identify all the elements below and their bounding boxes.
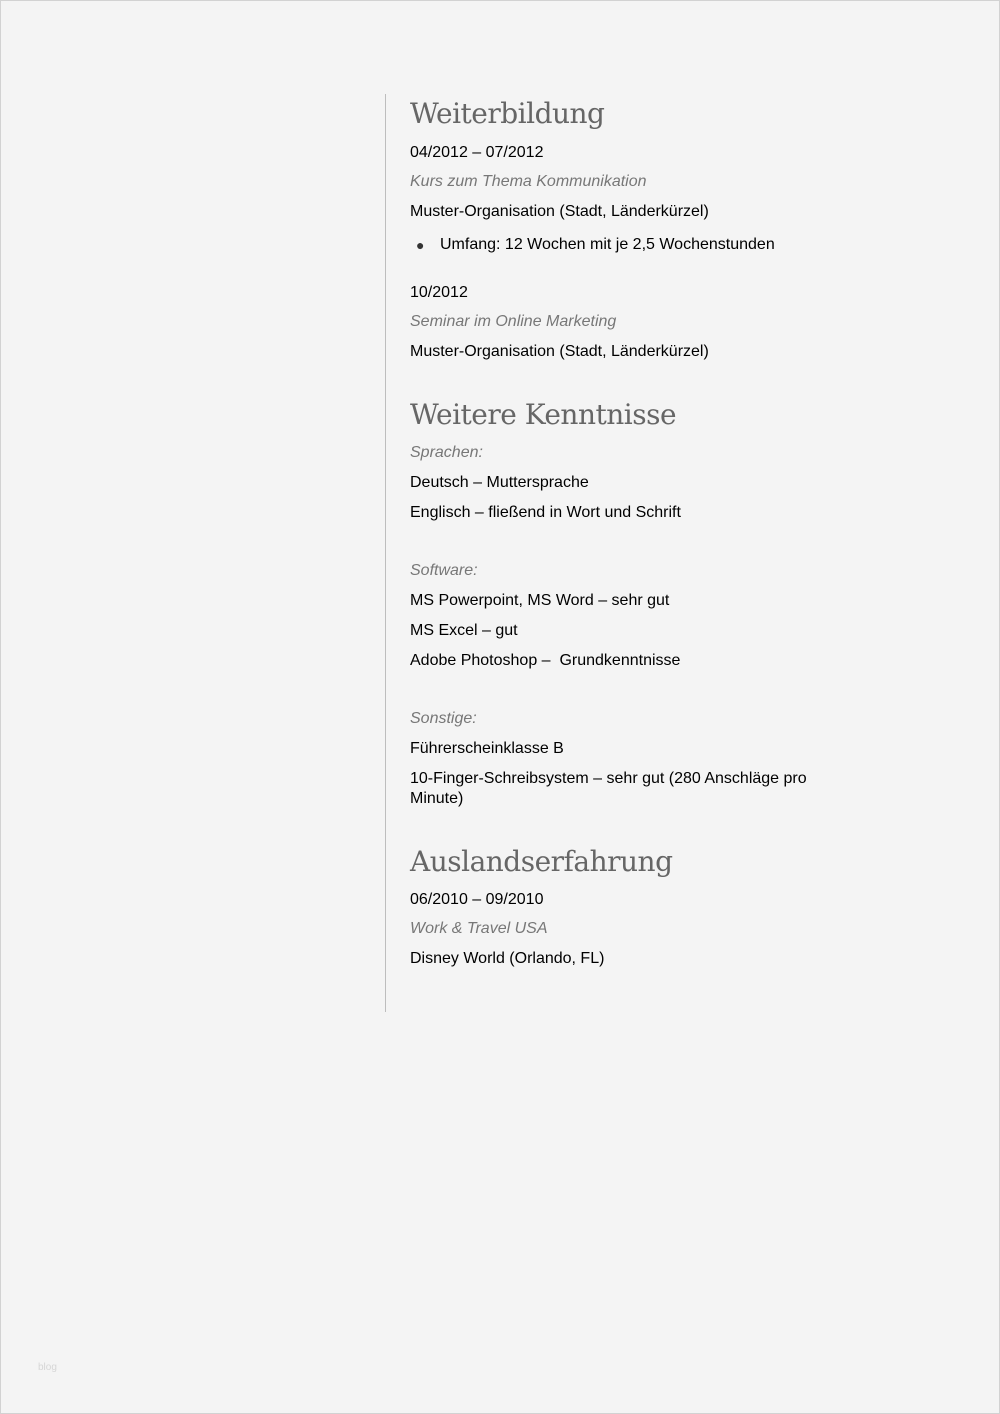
list-item: MS Powerpoint, MS Word – sehr gut [410,592,670,609]
list-item: MS Excel – gut [410,622,518,639]
section-title-auslandserfahrung: Auslandserfahrung [410,845,673,878]
list-item: Führerscheinklasse B [410,740,564,757]
list-item [410,235,850,255]
subsection-label-sonstige: Sonstige: [410,710,477,727]
entry-date: 06/2010 – 09/2010 [410,891,544,908]
entry-date: 10/2012 [410,284,468,301]
cv-content [410,94,850,969]
entry-org: Muster-Organisation (Stadt, Länderkürzel) [410,343,709,360]
entry-org: Muster-Organisation (Stadt, Länderkürzel) [410,203,709,220]
bullet-icon: ● [416,237,425,253]
list-item: Deutsch – Muttersprache [410,474,589,491]
list-item: Adobe Photoshop – Grundkenntnisse [410,652,681,669]
section-title-weitere-kenntnisse: Weitere Kenntnisse [410,398,677,431]
list-item: 10-Finger-Schreibsystem – sehr gut (280 Anschläge pro Minute) [410,770,807,807]
entry-course: Seminar im Online Marketing [410,313,617,330]
entry-date: 04/2012 – 07/2012 [410,144,544,161]
vertical-divider [385,94,386,1012]
list-item: Englisch – fließend in Wort und Schrift [410,504,681,521]
entry-place: Disney World (Orlando, FL) [410,950,605,967]
bullet-text: Umfang: 12 Wochen mit je 2,5 Wochenstunden [440,236,775,253]
subsection-label-sprachen: Sprachen: [410,444,483,461]
watermark: blog [38,1362,57,1373]
section-title-weiterbildung: Weiterbildung [410,97,605,130]
entry-program: Work & Travel USA [410,920,548,937]
entry-course: Kurs zum Thema Kommunikation [410,173,647,190]
subsection-label-software: Software: [410,562,478,579]
